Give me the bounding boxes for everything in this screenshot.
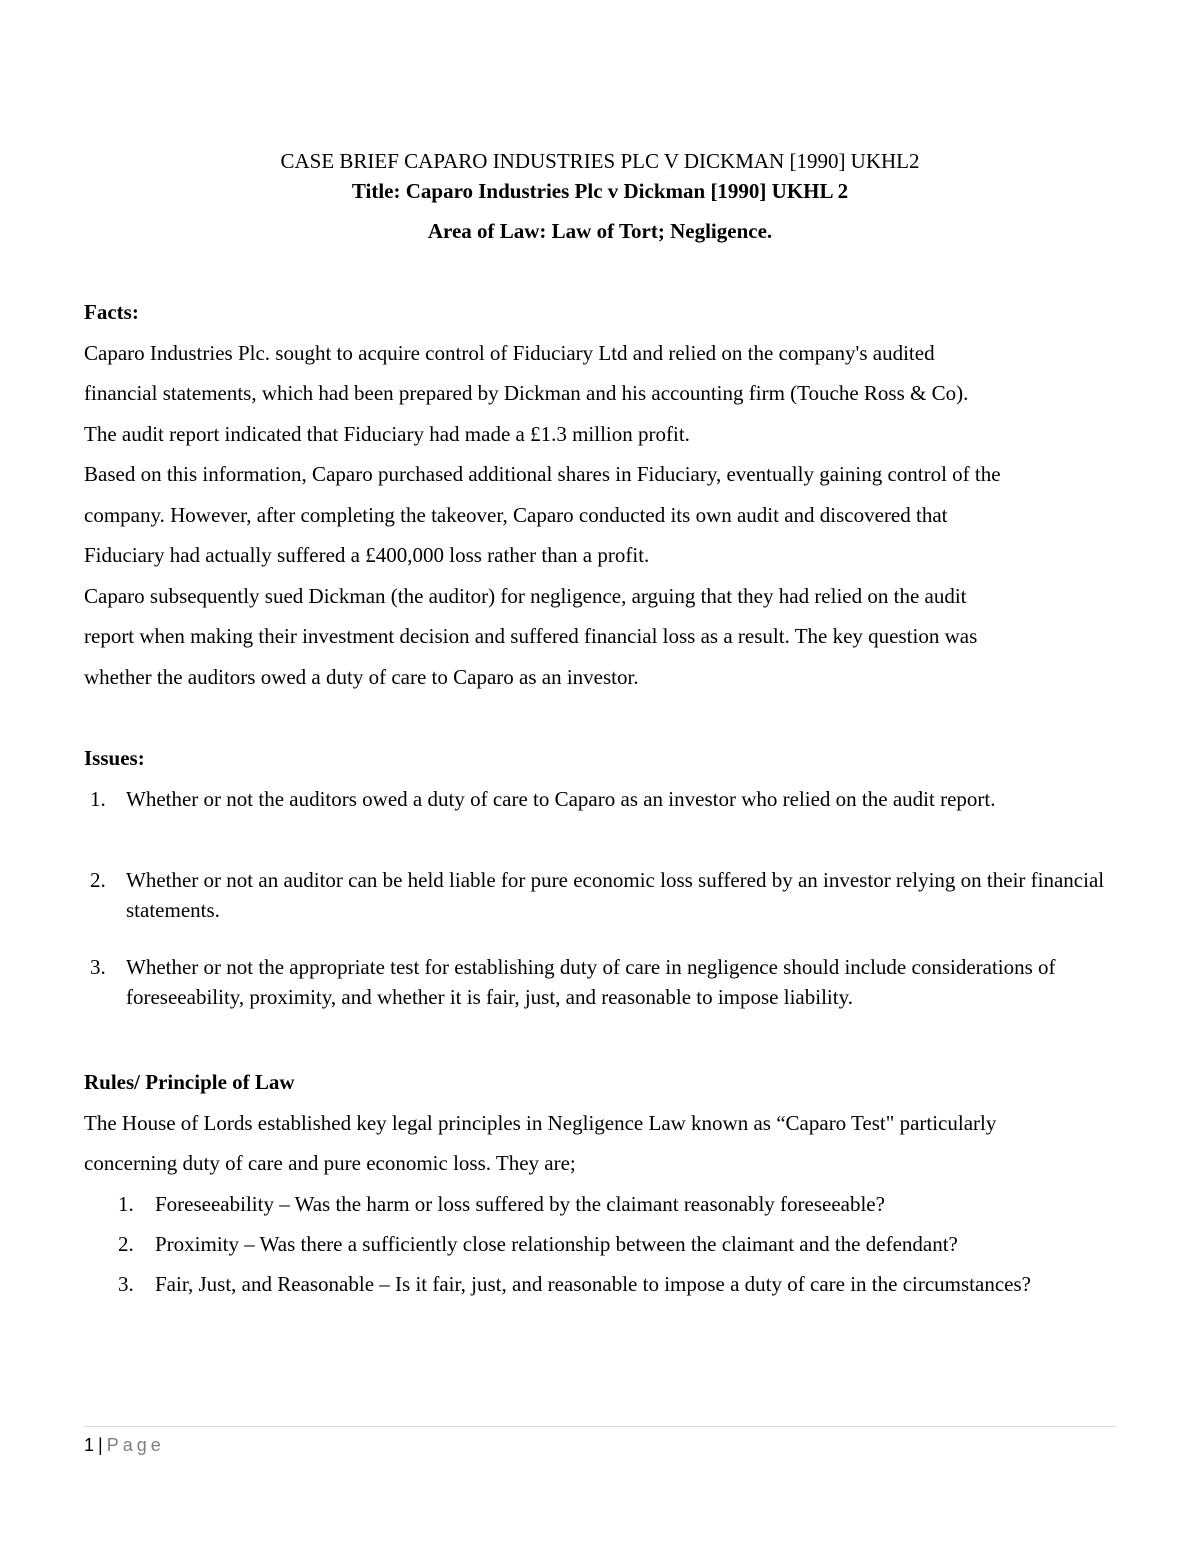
rule-text: Proximity – Was there a sufficiently close relationship between the claimant and the defendant? <box>155 1232 958 1256</box>
facts-line: Based on this information, Caparo purchased additional shares in Fiduciary, eventually gaining control of the <box>84 462 1001 486</box>
issues-heading: Issues: <box>84 746 145 770</box>
footer-divider <box>84 1426 1116 1427</box>
issue-text: Whether or not an auditor can be held liable for pure economic loss suffered by an investor relying on their financial statements. <box>126 868 1105 922</box>
facts-line: The audit report indicated that Fiduciary had made a £1.3 million profit. <box>84 422 690 446</box>
facts-line: whether the auditors owed a duty of care to Caparo as an investor. <box>84 665 639 689</box>
page-label: Page <box>106 1435 165 1455</box>
page-footer <box>84 1433 165 1457</box>
issue-number: 3. <box>90 955 106 979</box>
facts-line: Caparo subsequently sued Dickman (the auditor) for negligence, arguing that they had relied on the audit <box>84 584 967 608</box>
footer-separator: | <box>98 1435 103 1455</box>
rule-text: Foreseeability – Was the harm or loss suffered by the claimant reasonably foreseeable? <box>155 1192 885 1216</box>
rule-number: 3. <box>118 1272 134 1296</box>
facts-heading: Facts: <box>84 300 139 324</box>
issue-number: 2. <box>90 868 106 892</box>
facts-line: Caparo Industries Plc. sought to acquire control of Fiduciary Ltd and relied on the company's audited <box>84 341 935 365</box>
rules-intro-line: concerning duty of care and pure economic loss. They are; <box>84 1151 576 1175</box>
rules-heading: Rules/ Principle of Law <box>84 1070 295 1094</box>
case-brief-heading: CASE BRIEF CAPARO INDUSTRIES PLC V DICKMAN [1990] UKHL2 <box>280 149 920 173</box>
facts-line: Fiduciary had actually suffered a £400,000 loss rather than a profit. <box>84 543 650 567</box>
issue-number: 1. <box>90 787 106 811</box>
rule-number: 1. <box>118 1192 134 1216</box>
facts-line: company. However, after completing the takeover, Caparo conducted its own audit and discovered that <box>84 503 948 527</box>
area-of-law: Area of Law: Law of Tort; Negligence. <box>427 219 773 243</box>
case-title: Title: Caparo Industries Plc v Dickman [1990] UKHL 2 <box>351 179 849 203</box>
facts-line: financial statements, which had been prepared by Dickman and his accounting firm (Touche Ross & Co). <box>84 381 969 405</box>
issue-text: Whether or not the appropriate test for establishing duty of care in negligence should include considerations of foreseeability, proximity, and whether it is fair, just, and reasonable to impose liability. <box>126 955 1056 1009</box>
rule-text: Fair, Just, and Reasonable – Is it fair, just, and reasonable to impose a duty of care in the circumstances? <box>155 1272 1031 1296</box>
rule-number: 2. <box>118 1232 134 1256</box>
issue-text: Whether or not the auditors owed a duty of care to Caparo as an investor who relied on the audit report. <box>126 787 996 811</box>
rules-intro-line: The House of Lords established key legal principles in Negligence Law known as “Caparo Test" particularly <box>84 1111 997 1135</box>
facts-line: report when making their investment decision and suffered financial loss as a result. The key question was <box>84 624 978 648</box>
page-number: 1 <box>84 1435 95 1455</box>
